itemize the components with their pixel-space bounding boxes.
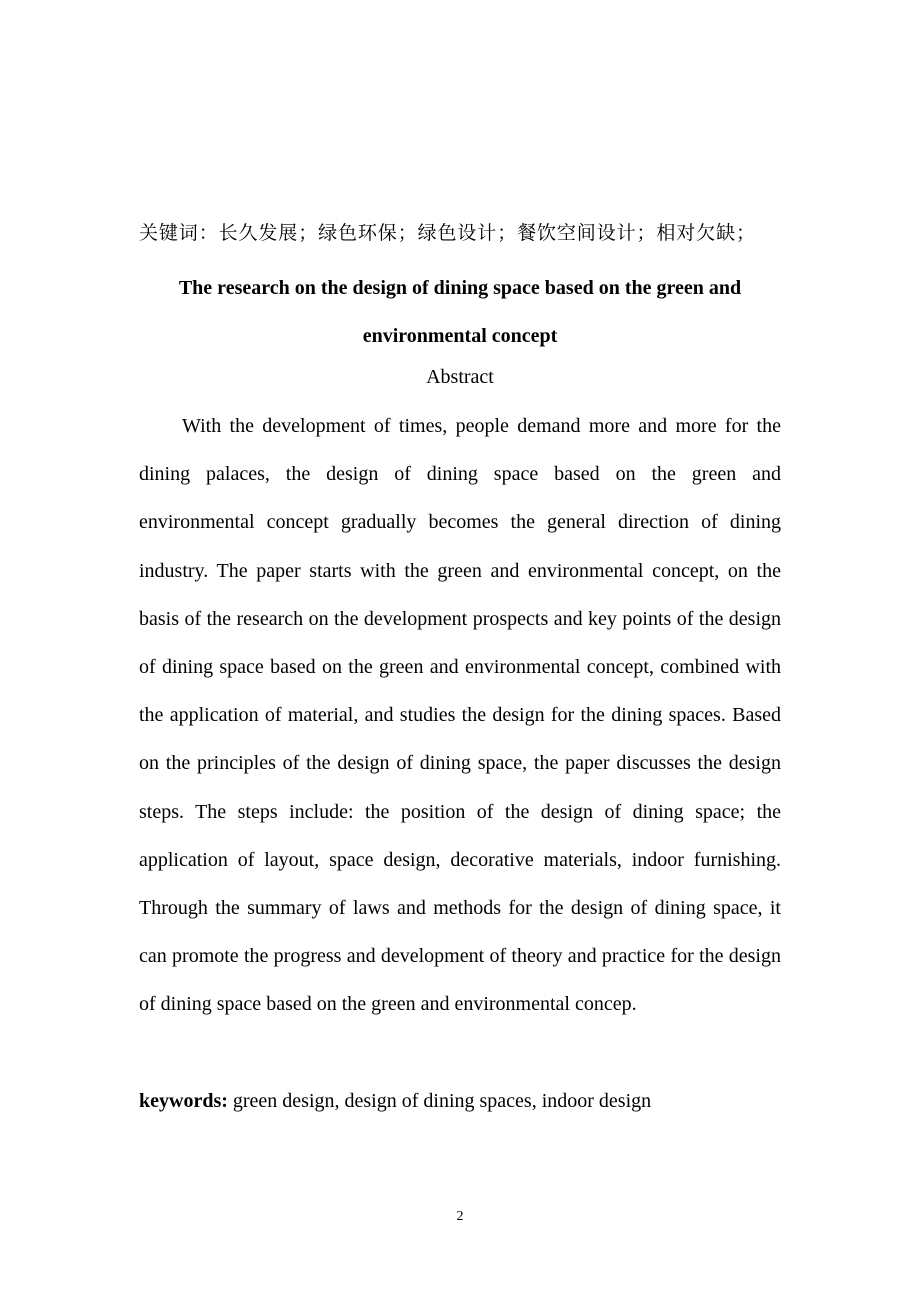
page-number: 2 — [456, 1209, 464, 1224]
keywords-label: keywords: — [139, 1090, 228, 1112]
chinese-keywords: 关键词：长久发展；绿色环保；绿色设计；餐饮空间设计；相对欠缺； — [139, 222, 756, 244]
english-keywords — [139, 1084, 781, 1118]
abstract-heading: Abstract — [426, 366, 494, 388]
paper-title: The research on the design of dining space based on the green and environmental concept — [178, 277, 742, 347]
keywords-value: green design, design of dining spaces, indoor design — [227, 1090, 652, 1112]
abstract-body: With the development of times, people demand more and more for the dining palaces, the design of dining space based on the green and environmental concept gradually becomes the general direction of dining industry. The paper starts with the green and environmental concept, on the basis of the research on the development prospects and key points of the design of dining space based on the green and environmental concept, combined with the application of material, and studies the design for the dining spaces. Based on the principles of the design of dining space, the paper discusses the design steps. The steps include: the position of the design of dining space; the application of layout, space design, decorative materials, indoor furnishing. Through the summary of laws and methods for the design of dining space, it can promote the progress and development of theory and practice for the design of dining space based on the green and environmental concep. — [139, 415, 781, 1016]
